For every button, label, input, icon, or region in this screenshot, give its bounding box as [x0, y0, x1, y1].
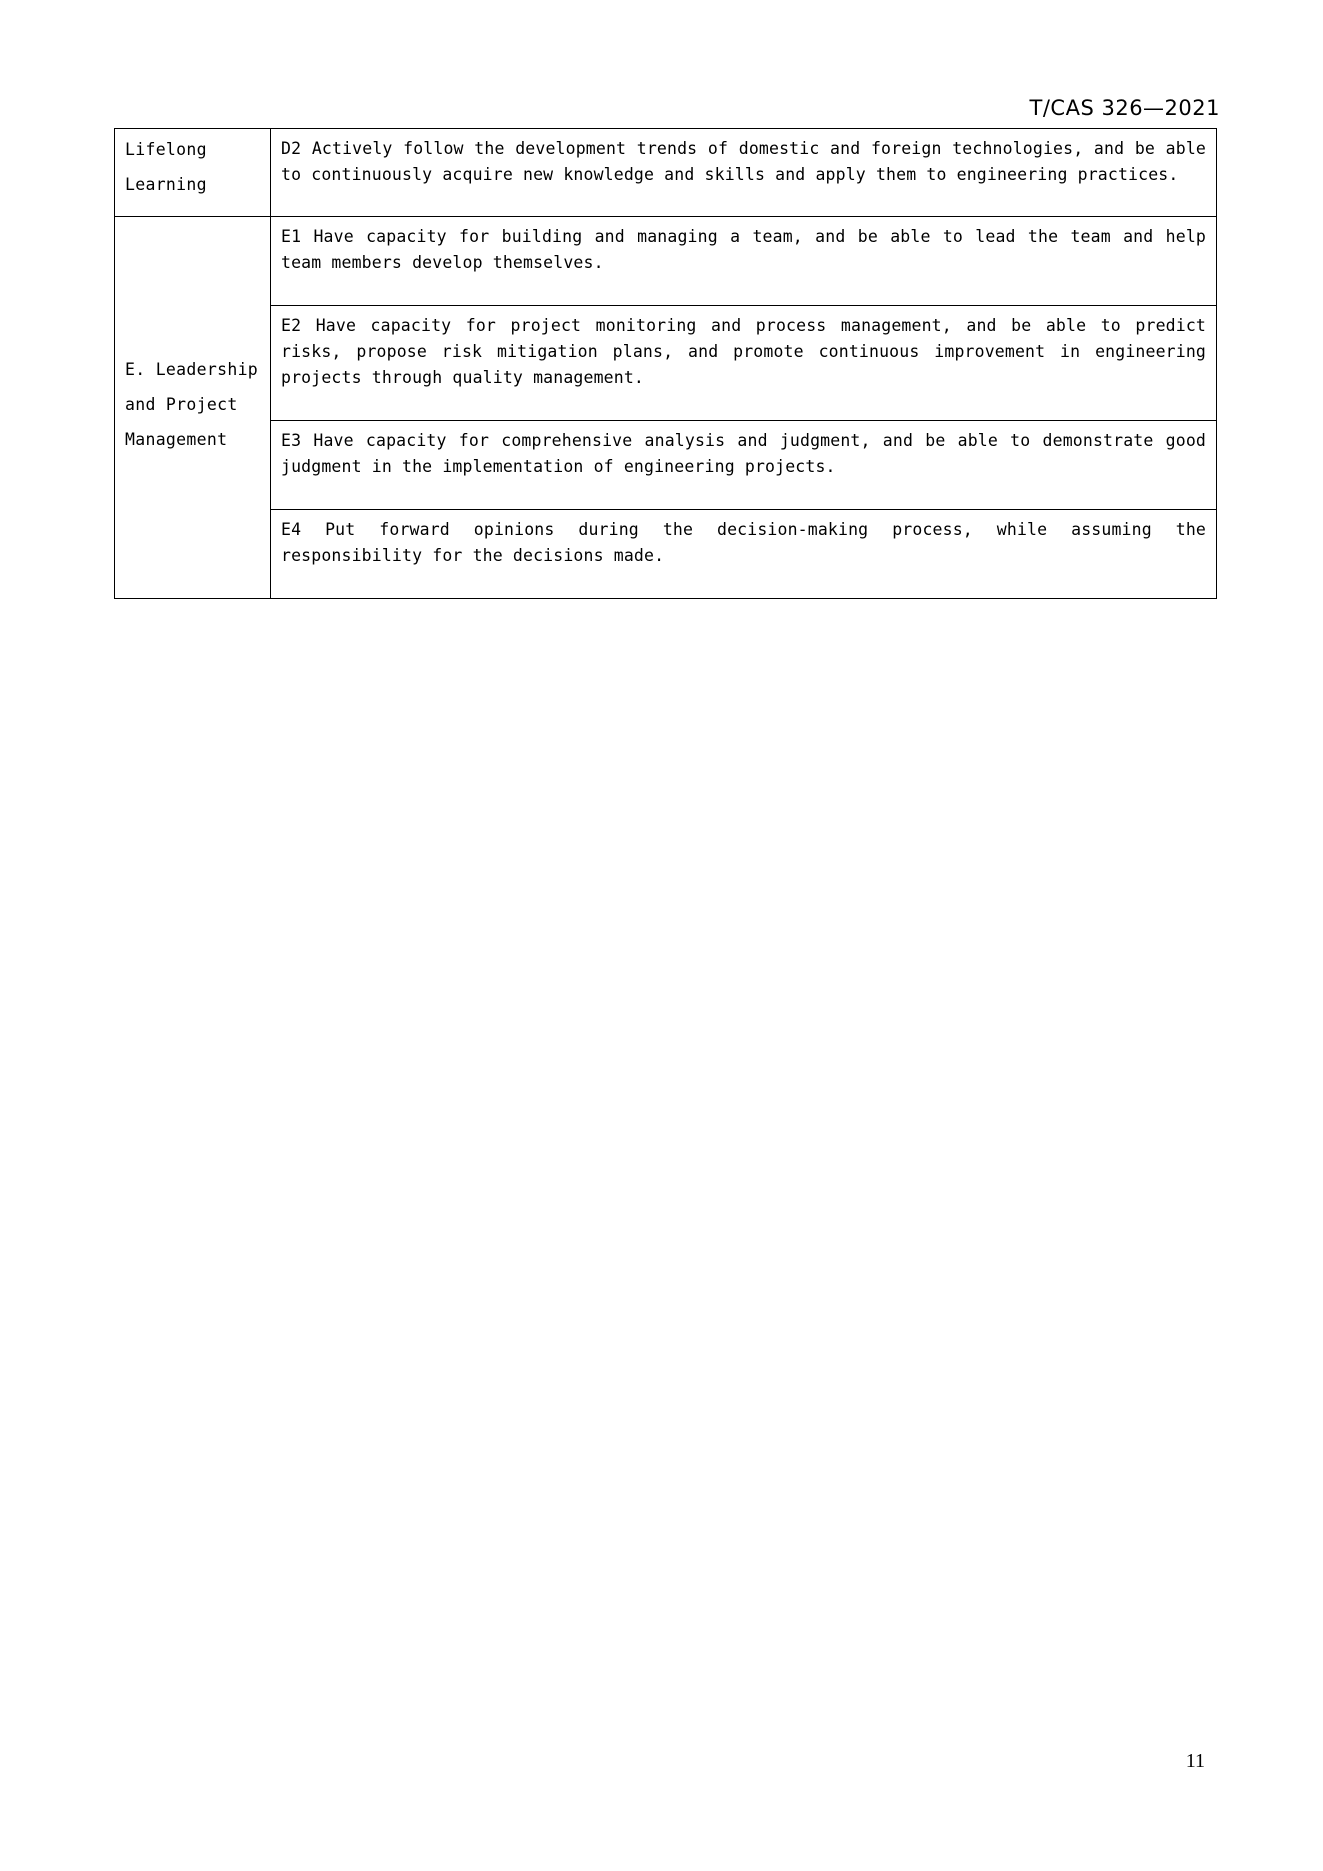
- item-cell-e1: E1 Have capacity for building and managing a team, and be able to lead the team and help team members develop themselves.: [271, 217, 1217, 306]
- page-number: 11: [1185, 1750, 1205, 1772]
- category-cell-leadership: E. Leadership and Project Management: [115, 217, 271, 599]
- table-row: [115, 510, 1217, 599]
- item-cell-e4: E4 Put forward opinions during the decision-making process, while assuming the responsibility for the decisions made.: [271, 510, 1217, 599]
- document-code: T/CAS 326—2021: [1029, 96, 1220, 120]
- item-cell-e2: E2 Have capacity for project monitoring and process management, and be able to predict risks, propose risk mitigation plans, and promote continuous improvement in engineering projects through quality management.: [271, 306, 1217, 421]
- item-cell-d2: D2 Actively follow the development trends of domestic and foreign technologies, and be able to continuously acquire new knowledge and skills and apply them to engineering practices.: [271, 129, 1217, 217]
- table-row: [115, 306, 1217, 421]
- table-row: [115, 129, 1217, 217]
- category-cell-lifelong-learning: Lifelong Learning: [115, 129, 271, 217]
- table-row: [115, 421, 1217, 510]
- requirements-table: [114, 128, 1217, 599]
- table-row: [115, 217, 1217, 306]
- item-cell-e3: E3 Have capacity for comprehensive analysis and judgment, and be able to demonstrate good judgment in the implementation of engineering projects.: [271, 421, 1217, 510]
